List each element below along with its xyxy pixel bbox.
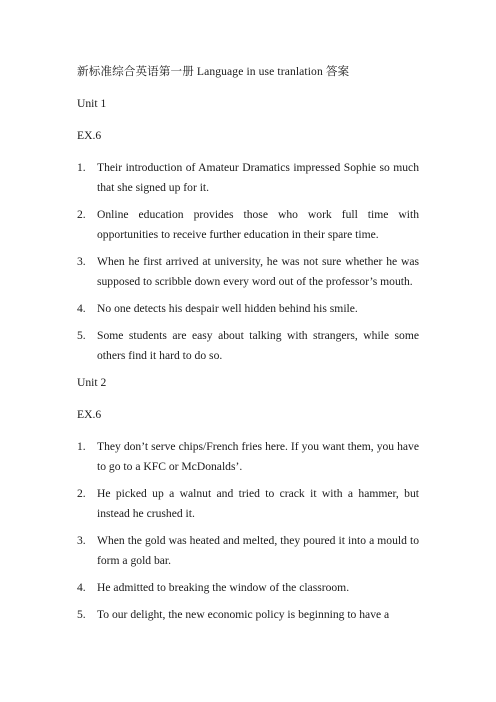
item-number: 4. bbox=[77, 581, 86, 594]
item-number: 2. bbox=[77, 208, 86, 221]
unit-section bbox=[77, 373, 419, 625]
answer-item bbox=[77, 578, 419, 598]
answer-item bbox=[77, 205, 419, 245]
item-text: Some students are easy about talking with strangers, while some others find it hard to do so. bbox=[97, 329, 419, 362]
item-text: To our delight, the new economic policy is beginning to have a bbox=[97, 608, 390, 621]
unit-section bbox=[77, 94, 419, 366]
item-number: 5. bbox=[77, 608, 86, 621]
exercise-heading: EX.6 bbox=[77, 408, 102, 421]
item-text: Their introduction of Amateur Dramatics impressed Sophie so much that she signed up for it. bbox=[97, 161, 419, 194]
item-number: 3. bbox=[77, 255, 86, 268]
document-title: 新标准综合英语第一册 Language in use tranlation 答案 bbox=[77, 65, 350, 78]
answer-item bbox=[77, 158, 419, 198]
item-text: He picked up a walnut and tried to crack it with a hammer, but instead he crushed it. bbox=[97, 487, 419, 520]
document-page bbox=[77, 62, 419, 632]
item-number: 2. bbox=[77, 487, 86, 500]
item-number: 4. bbox=[77, 302, 86, 315]
item-number: 3. bbox=[77, 534, 86, 547]
exercise-heading: EX.6 bbox=[77, 129, 102, 142]
answer-item bbox=[77, 326, 419, 366]
answer-item bbox=[77, 252, 419, 292]
item-number: 1. bbox=[77, 440, 86, 453]
answer-list bbox=[77, 158, 419, 366]
unit-heading: Unit 1 bbox=[77, 97, 107, 110]
item-text: They don’t serve chips/French fries here. If you want them, you have to go to a KFC or McDonalds’. bbox=[97, 440, 419, 473]
item-text: When he first arrived at university, he was not sure whether he was supposed to scribble down every word out of the professor’s mouth. bbox=[97, 255, 419, 288]
item-text: Online education provides those who work full time with opportunities to receive further education in their spare time. bbox=[97, 208, 419, 241]
item-text: No one detects his despair well hidden behind his smile. bbox=[97, 302, 358, 315]
item-text: When the gold was heated and melted, they poured it into a mould to form a gold bar. bbox=[97, 534, 419, 567]
answer-item bbox=[77, 484, 419, 524]
item-text: He admitted to breaking the window of the classroom. bbox=[97, 581, 350, 594]
item-number: 1. bbox=[77, 161, 86, 174]
item-number: 5. bbox=[77, 329, 86, 342]
answer-item bbox=[77, 605, 419, 625]
unit-heading: Unit 2 bbox=[77, 376, 107, 389]
answer-item bbox=[77, 437, 419, 477]
answer-list bbox=[77, 437, 419, 625]
answer-item bbox=[77, 531, 419, 571]
answer-item bbox=[77, 299, 419, 319]
